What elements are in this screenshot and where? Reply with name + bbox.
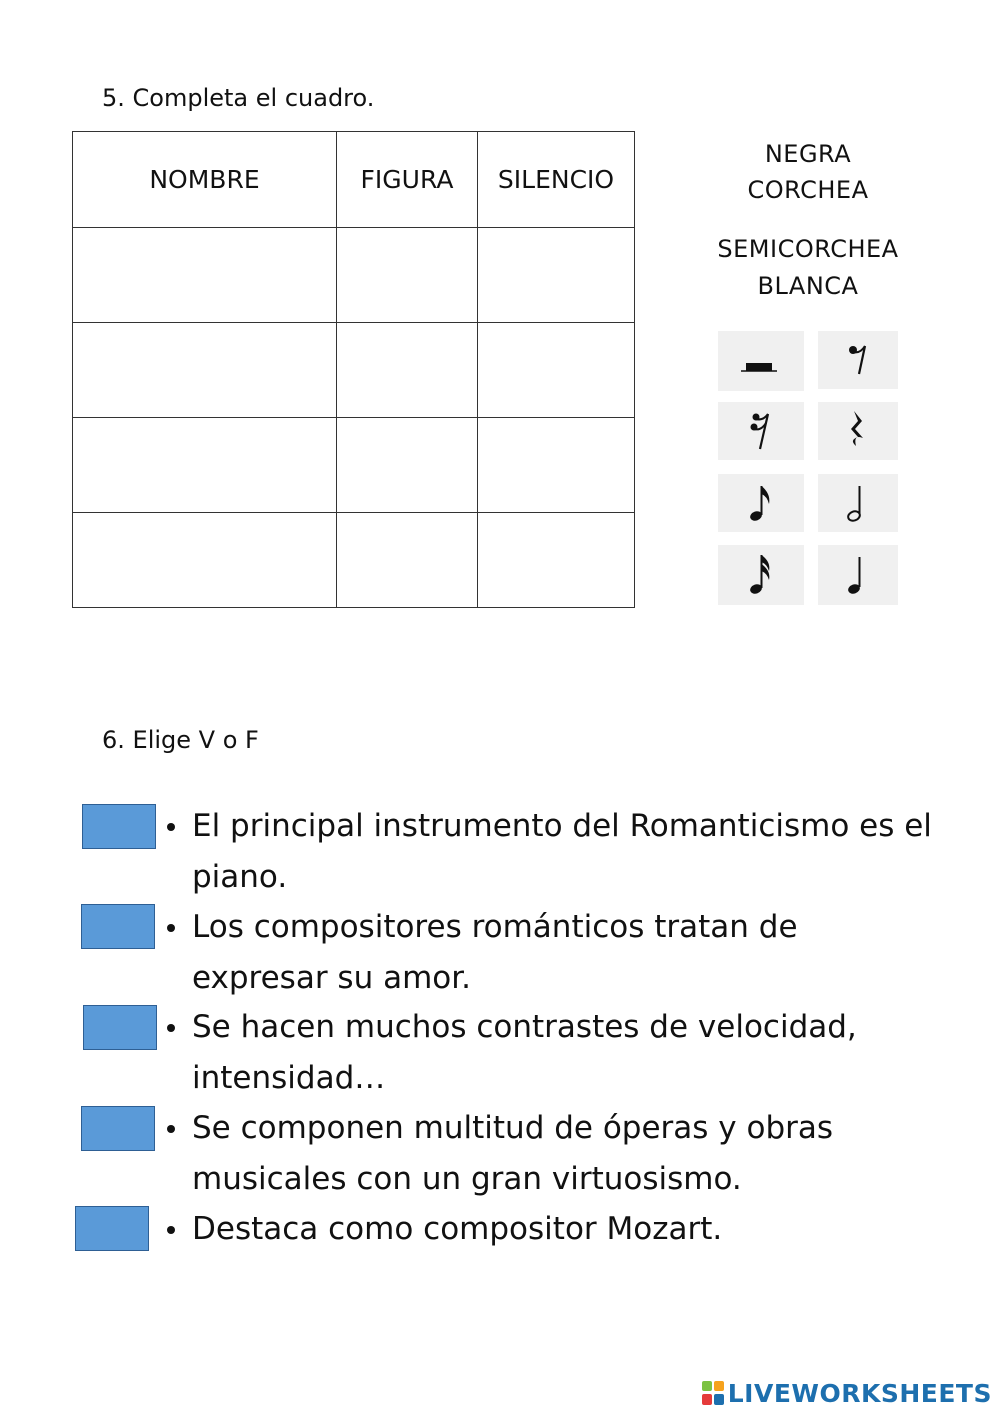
quarter-note-icon (838, 549, 878, 601)
exercise-5-title: 5. Completa el cuadro. (102, 84, 375, 112)
table-row (73, 323, 635, 418)
bullet-icon (167, 1024, 175, 1032)
table-cell-nombre[interactable] (73, 323, 337, 418)
half-note-icon (838, 478, 878, 528)
statement-1-line1: El principal instrumento del Romanticismo es el (192, 808, 932, 844)
table-cell-silencio[interactable] (478, 418, 635, 513)
symbol-tile[interactable] (718, 474, 804, 532)
answer-box-1[interactable] (82, 804, 156, 849)
statement-3-line1: Se hacen muchos contrastes de velocidad, (192, 1009, 857, 1045)
exercise-6-title: 6. Elige V o F (102, 726, 259, 754)
answer-box-2[interactable] (81, 904, 155, 949)
eighth-note-icon (741, 478, 781, 528)
answer-box-4[interactable] (81, 1106, 155, 1151)
statement-1-line2: piano. (192, 859, 288, 895)
symbol-tile[interactable] (818, 474, 898, 532)
statement-2-line2: expresar su amor. (192, 960, 471, 996)
symbol-tile[interactable] (818, 402, 898, 460)
symbol-tile[interactable] (818, 331, 898, 389)
quarter-rest-icon (843, 407, 873, 455)
table-cell-figura[interactable] (337, 323, 478, 418)
eighth-rest-icon (838, 338, 878, 382)
table-cell-nombre[interactable] (73, 418, 337, 513)
symbol-tile[interactable] (718, 331, 804, 391)
logo-text: LIVEWORKSHEETS (727, 1378, 992, 1408)
bullet-icon (167, 1226, 175, 1234)
statement-2-line1: Los compositores románticos tratan de (192, 909, 798, 945)
header-figura: FIGURA (337, 132, 478, 228)
table-row (73, 418, 635, 513)
logo-badge-icon (701, 1380, 725, 1406)
table-cell-silencio[interactable] (478, 323, 635, 418)
table-cell-silencio[interactable] (478, 513, 635, 608)
liveworksheets-logo (701, 1378, 992, 1408)
table-cell-figura[interactable] (337, 513, 478, 608)
symbol-tile[interactable] (818, 545, 898, 605)
statement-5 (192, 1204, 952, 1255)
symbol-tile[interactable] (718, 402, 804, 460)
statement-3-line2: intensidad… (192, 1060, 386, 1096)
word-bank-corchea[interactable]: CORCHEA (747, 176, 869, 204)
answer-box-5[interactable] (75, 1206, 149, 1251)
statement-1 (192, 801, 952, 903)
table-cell-nombre[interactable] (73, 228, 337, 323)
table-row (73, 513, 635, 608)
statement-4-line1: Se componen multitud de óperas y obras (192, 1110, 834, 1146)
sixteenth-note-icon (741, 549, 781, 601)
statement-3 (192, 1002, 952, 1104)
word-bank-blanca[interactable]: BLANCA (757, 272, 859, 300)
statement-4-line2: musicales con un gran virtuosismo. (192, 1161, 742, 1197)
word-bank-negra[interactable]: NEGRA (764, 140, 852, 168)
symbol-tile[interactable] (718, 545, 804, 605)
statement-5-line1: Destaca como compositor Mozart. (192, 1211, 723, 1247)
statement-4 (192, 1103, 952, 1205)
table-row (73, 228, 635, 323)
statement-2 (192, 902, 952, 1004)
table-cell-figura[interactable] (337, 228, 478, 323)
header-silencio: SILENCIO (478, 132, 635, 228)
table-cell-silencio[interactable] (478, 228, 635, 323)
bullet-icon (167, 924, 175, 932)
bullet-icon (167, 1125, 175, 1133)
bullet-icon (167, 823, 175, 831)
table-header-row (73, 132, 635, 228)
sixteenth-rest-icon (741, 407, 781, 455)
half-rest-icon (731, 341, 791, 381)
answer-box-3[interactable] (83, 1005, 157, 1050)
table-cell-nombre[interactable] (73, 513, 337, 608)
word-bank-semicorchea[interactable]: SEMICORCHEA (717, 235, 899, 263)
table-cell-figura[interactable] (337, 418, 478, 513)
header-nombre: NOMBRE (73, 132, 337, 228)
figures-table (72, 131, 635, 608)
